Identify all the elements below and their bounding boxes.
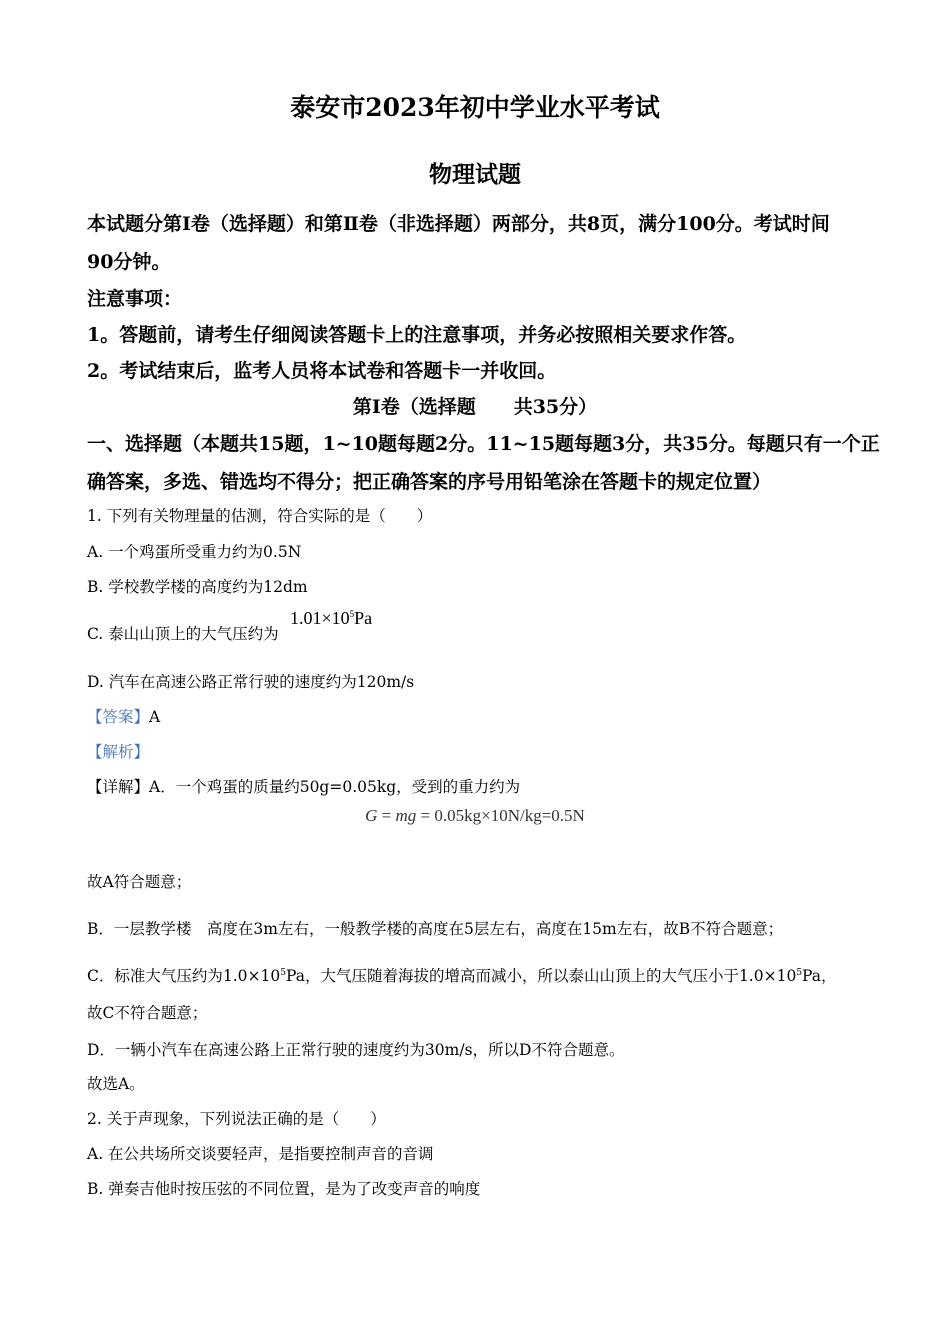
q2-stem: 2. 关于声现象，下列说法正确的是（ ） [87, 1110, 386, 1128]
q1-final-answer: 故选A。 [87, 1075, 145, 1093]
q1-option-c-formula: $1.01\times 10^5Pa$ [290, 608, 373, 628]
q1-option-a: A. 一个鸡蛋所受重力约为0.5N [87, 543, 302, 561]
analysis-tag: 【解析】 [87, 743, 150, 761]
q1-answer [87, 705, 160, 727]
q1-detail-c-line2: 故C不符合题意； [87, 1004, 208, 1022]
q1-detail-b: B．一层教学楼 高度在3m左右，一般教学楼的高度在5层左右，高度在15m左右，故B不符合题意； [87, 920, 784, 938]
q1-stem: 1. 下列有关物理量的估测，符合实际的是（ ） [87, 507, 433, 525]
part1-heading: 第Ⅰ卷（选择题 共35分） [352, 396, 598, 418]
answer-tag: 【答案】 [87, 708, 150, 726]
q2-option-a: A. 在公共场所交谈要轻声，是指要控制声音的音调 [87, 1145, 434, 1163]
q1-conclusion-a: 故A符合题意； [87, 873, 192, 891]
intro-line-2: 90分钟。 [87, 251, 171, 273]
notice-item-2: 2。考试结束后，监考人员将本试卷和答题卡一并收回。 [87, 360, 557, 382]
section-instructions-1: 一、选择题（本题共15题，1~10题每题2分。11~15题每题3分，共35分。每题只有一个正 [87, 433, 880, 455]
exam-subtitle: 物理试题 [429, 161, 521, 188]
gravity-formula: G = mg = 0.05kg×10N/kg=0.5N [365, 806, 585, 825]
q1-option-d: D. 汽车在高速公路正常行驶的速度约为120m/s [87, 673, 415, 691]
q1-option-c [87, 622, 279, 644]
notice-item-1: 1。答题前，请考生仔细阅读答题卡上的注意事项，并务必按照相关要求作答。 [87, 324, 747, 346]
q2-option-b: B. 弹奏吉他时按压弦的不同位置，是为了改变声音的响度 [87, 1180, 481, 1198]
answer-value: A [149, 708, 161, 726]
q1-detail-c-line1: C．标准大气压约为$1.0\times 10^5Pa$，大气压随着海拔的增高而减小，所以泰山山顶上的大气压小于$1.0\times 10^5Pa$， [87, 967, 837, 985]
notice-heading: 注意事项： [87, 288, 183, 310]
intro-line-1: 本试题分第Ⅰ卷（选择题）和第Ⅱ卷（非选择题）两部分，共8页，满分100分。考试时间 [87, 213, 830, 235]
exam-title: 泰安市2023年初中学业水平考试 [290, 93, 660, 122]
q1-detail-d: D．一辆小汽车在高速公路上正常行驶的速度约为30m/s，所以D不符合题意。 [87, 1041, 625, 1059]
section-instructions-2: 确答案，多选、错选均不得分；把正确答案的序号用铅笔涂在答题卡的规定位置） [87, 471, 772, 493]
q1-option-c-text: C. 泰山山顶上的大气压约为 [87, 625, 279, 643]
q1-detail-a: 【详解】A．一个鸡蛋的质量约50g=0.05kg，受到的重力约为 [87, 778, 521, 796]
detail-tag: 【详解】 [87, 778, 150, 796]
q1-option-b: B. 学校教学楼的高度约为12dm [87, 578, 308, 596]
